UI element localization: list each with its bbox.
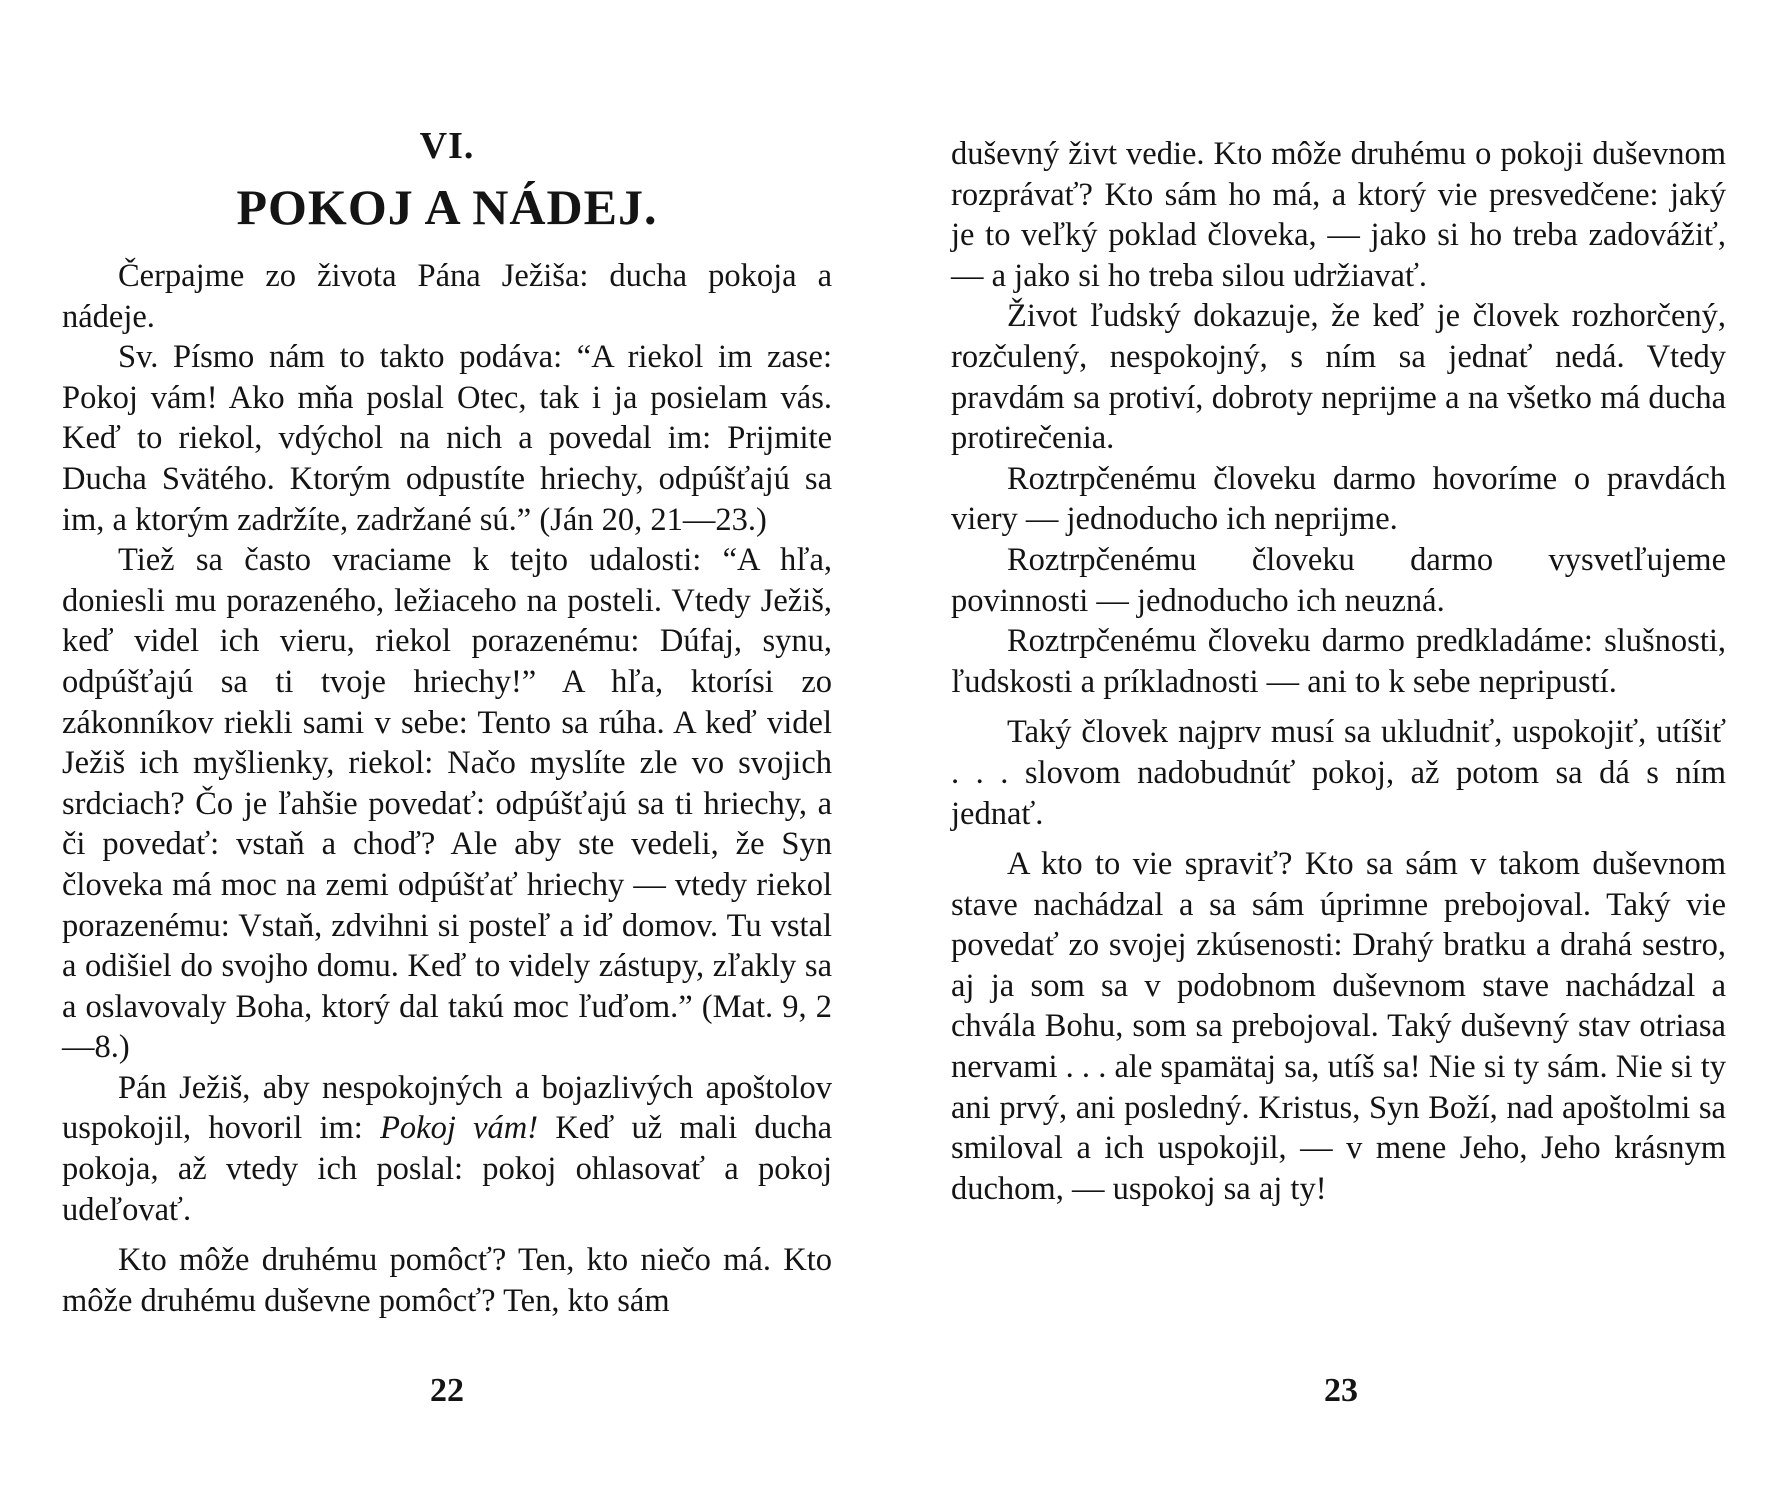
left-page-text [62,256,832,1321]
paragraph: Roztrpčenému človeku darmo hovoríme o pravdách viery — jednoducho ich neprijme. [951,460,1726,538]
chapter-number: VI. [419,125,475,167]
left-page [62,0,832,1500]
paragraph: Roztrpčenému človeku darmo predkladáme: slušnosti, ľudskosti a príkladnosti — ani to k sebe nepripustí. [951,623,1726,700]
page-number: 23 [1324,1372,1358,1409]
paragraph: Tiež sa často vraciame k tejto udalosti: “A hľa, doniesli mu porazeného, ležiaceho na posteli. Vtedy Ježiš, keď videl ich vieru, riekol porazenému: Dúfaj, synu, odpúšťajú sa ti tvoje hriechy!” A hľa, ktorísi zo zákonníkov riekli sami v sebe: Tento sa rúha. A keď videl Ježiš ich myšlienky, riekol: Načo myslíte zle vo svojich srdciach? Čo je ľahšie povedať: odpúšťajú sa ti hriechy, a či povedať: vstaň a choď? Ale aby ste vedeli, že Syn človeka má moc na zemi odpúšťať hriechy — vtedy riekol porazenému: Vstaň, zdvihni si posteľ a iď domov. Tu vstal a odišiel do svojho domu. Keď to videly zástupy, zľakly sa a oslavovaly Boha, ktorý dal takú moc ľuďom.” (Mat. 9, 2—8.) [62,542,832,1066]
paragraph: duševný živt vedie. Kto môže druhému o pokoji duševnom rozprávať? Kto sám ho má, a ktorý vie presvedčene: jaký je to veľký poklad človeka, — jako si ho treba zadovážiť, — a jako si ho treba silou udržiavať. [951,136,1726,294]
paragraph-text: Pán Ježiš, aby nespokojných a bojazlivých apoštolov uspokojil, hovoril im: [62,1069,832,1147]
paragraph: Kto môže druhému pomôcť? Ten, kto niečo má. Kto môže druhému duševne pomôcť? Ten, kto sám [62,1242,832,1319]
right-page-text [951,134,1726,1209]
paragraph: Čerpajme zo života Pána Ježiša: ducha pokoja a nádeje. [62,258,832,335]
page-number: 22 [430,1372,464,1409]
right-page [951,0,1726,1500]
paragraph: Sv. Písmo nám to takto podáva: “A riekol im zase: Pokoj vám! Ako mňa poslal Otec, tak i ja posielam vás. Keď to riekol, vdýchol na nich a povedal im: Prijmite Ducha Svätého. Ktorým odpustíte hriechy, odpúšťajú sa im, a ktorým zadržíte, zadržané sú.” (Ján 20, 21—23.) [62,339,832,538]
paragraph [62,1068,832,1230]
emphasized-text: Pokoj vám! [380,1110,539,1147]
chapter-title: POKOJ A NÁDEJ. [236,179,658,235]
paragraph: Roztrpčenému človeku darmo vysvetľujeme povinnosti — jednoducho ich neuzná. [951,541,1726,619]
paragraph: Život ľudský dokazuje, že keď je človek rozhorčený, rozčulený, nespokojný, s ním sa jednať nedá. Vtedy pravdám sa protiví, dobroty neprijme a na všetko má ducha protirečenia. [951,298,1726,457]
paragraph: A kto to vie spraviť? Kto sa sám v takom duševnom stave nachádzal a sa sám úprimne prebojoval. Taký vie povedať zo svojej zkúsenosti: Drahý bratku a drahá sestro, aj ja som sa v podobnom duševnom stave nachádzal a chvála Bohu, som sa prebojoval. Taký duševný stav otriasa nervami . . . ale spamätaj sa, utíš sa! Nie si ty sám. Nie si ty ani prvý, ani posledný. Kristus, Syn Boží, nad apoštolmi sa smiloval a ich uspokojil, — v mene Jeho, Jeho krásnym duchom, — uspokoj sa aj ty! [951,846,1726,1207]
paragraph: Taký človek najprv musí sa ukludniť, uspokojiť, utíšiť . . . slovom nadobudnúť pokoj, až potom sa dá s ním jednať. [951,714,1726,832]
paragraph-text: Keď už mali ducha pokoja, až vtedy ich poslal: pokoj ohlasovať a pokoj udeľovať. [62,1110,832,1228]
